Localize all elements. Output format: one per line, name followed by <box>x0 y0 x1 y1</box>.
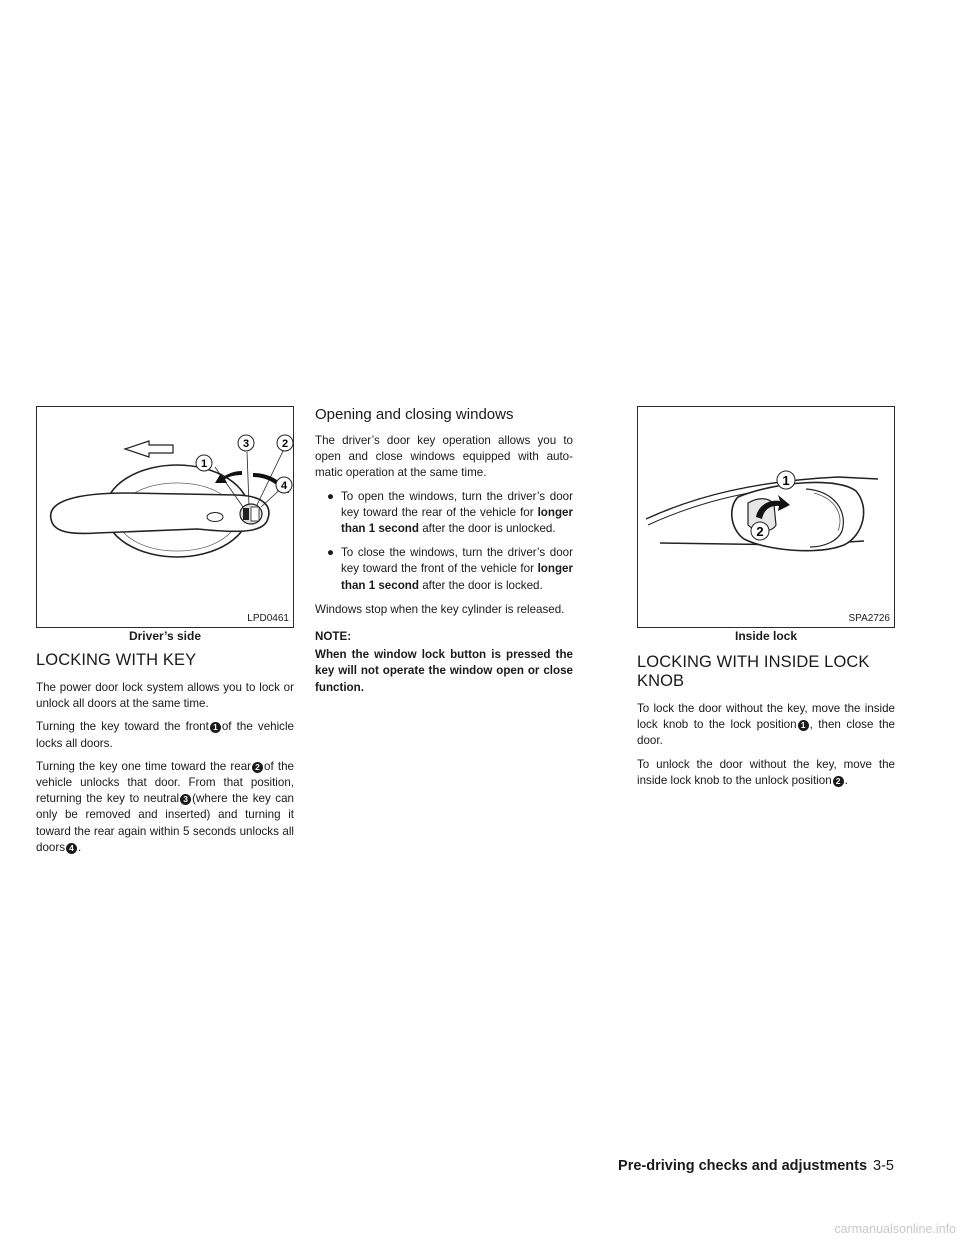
page-number: 3-5 <box>873 1158 894 1174</box>
section-title-locking-with-key: LOCKING WITH KEY <box>36 651 197 669</box>
section-title-inside-lock-knob: LOCKING WITH INSIDE LOCK KNOB <box>637 653 870 690</box>
callout-ref-2: 2 <box>252 762 263 773</box>
paragraph-lock-inside: To lock the door without the key, move the inside lock knob to the lock position 1 , then close the door. <box>637 702 895 748</box>
paragraph-unlock-inside: To unlock the door without the key, move the inside lock knob to the unlock position 2 . <box>637 757 895 787</box>
bullet-dot-icon: ● <box>327 546 335 560</box>
footer-chapter-title: Pre-driving checks and adjustments <box>618 1158 868 1174</box>
figure-code: LPD0461 <box>247 613 289 624</box>
door-handle <box>51 493 269 533</box>
paragraph-lock-front: Turning the key toward the front 1 of the vehicle locks all doors. <box>36 720 294 750</box>
column-opening-closing-windows <box>315 406 573 703</box>
note-label: NOTE: <box>315 630 352 644</box>
bullet-open-windows: ● To open the windows, turn the driver’s door key toward the rear of the vehicle for longer than 1 second after the door is unlocked. <box>327 489 573 536</box>
paragraph-windows-stop: Windows stop when the key cylinder is released. <box>315 602 565 616</box>
figure-caption: Driver’s side <box>128 629 202 643</box>
note-text: When the window lock button is pressed the key will not operate the window open or close function. <box>315 648 573 694</box>
paragraph-windows-intro: The driver’s door key operation allows you to open and close windows equipped with auto-matic operation at the same time. <box>315 434 573 480</box>
callout-2: 2 <box>756 524 764 539</box>
figure-caption: Inside lock <box>734 629 798 643</box>
figure-inside-lock <box>637 406 895 628</box>
column-inside-lock-knob <box>637 406 895 796</box>
callout-3: 3 <box>242 438 250 450</box>
paragraph-unlock-rear: Turning the key one time toward the rear 2 of the vehicle unlocks that door. From that position, returning the key to neutral 3 (where the key can only be removed and inserted) and turning it toward the rear again within 5 seconds unlocks all doors 4 . <box>36 759 295 854</box>
figure-code: SPA2726 <box>848 613 890 624</box>
door-handle-illustration <box>37 407 295 629</box>
bullet-dot-icon: ● <box>327 489 335 503</box>
callout-1: 1 <box>782 473 790 488</box>
watermark: carmanualsonline.info <box>834 1222 956 1236</box>
callout-2: 2 <box>281 438 289 450</box>
inside-lock-illustration <box>638 407 896 629</box>
callout-ref-3: 3 <box>180 794 191 805</box>
callout-ref-1: 1 <box>798 720 809 731</box>
page-footer <box>618 1157 894 1175</box>
bullet-close-windows: ● To close the windows, turn the driver’s door key toward the front of the vehicle for longer than 1 second after the door is locked. <box>327 546 573 592</box>
callout-ref-2: 2 <box>833 776 844 787</box>
windows-bullet-list <box>315 489 573 594</box>
callout-4: 4 <box>280 480 288 492</box>
figure-drivers-side <box>36 406 294 628</box>
subsection-title-windows: Opening and closing windows <box>315 406 514 423</box>
callout-ref-4: 4 <box>66 843 77 854</box>
paragraph-intro: The power door lock system allows you to lock or unlock all doors at the same time. <box>36 681 294 711</box>
callout-ref-1: 1 <box>210 722 221 733</box>
column-locking-with-key <box>36 406 294 863</box>
callout-1: 1 <box>200 458 208 470</box>
front-arrow-icon <box>125 441 173 457</box>
